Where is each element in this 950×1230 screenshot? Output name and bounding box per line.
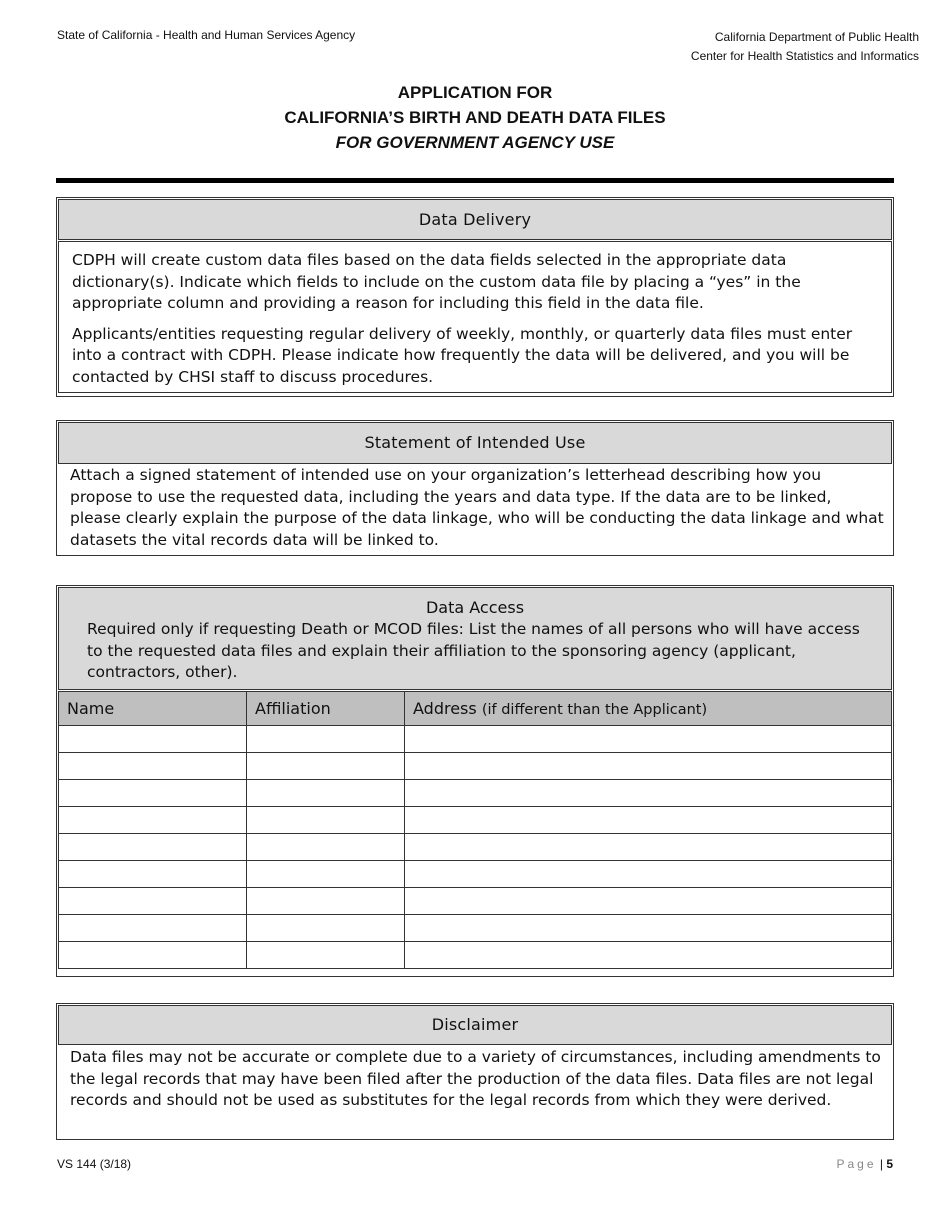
name-cell[interactable] xyxy=(59,726,247,753)
affiliation-cell[interactable] xyxy=(247,834,405,861)
name-cell[interactable] xyxy=(59,807,247,834)
table-row xyxy=(59,942,892,969)
affiliation-cell[interactable] xyxy=(247,807,405,834)
header-department xyxy=(691,28,919,66)
column-header-address-note: (if different than the Applicant) xyxy=(481,702,708,718)
disclaimer-section xyxy=(56,1003,894,1140)
table-row xyxy=(59,834,892,861)
affiliation-cell[interactable] xyxy=(247,753,405,780)
title-line2: CALIFORNIA’S BIRTH AND DEATH DATA FILES xyxy=(284,108,666,127)
name-cell[interactable] xyxy=(59,888,247,915)
intended-use-section xyxy=(56,420,894,556)
name-cell[interactable] xyxy=(59,942,247,969)
address-cell[interactable] xyxy=(405,780,892,807)
table-row xyxy=(59,915,892,942)
form-id: VS 144 (3/18) xyxy=(57,1157,132,1171)
document-title xyxy=(0,80,950,155)
address-cell[interactable] xyxy=(405,834,892,861)
address-cell[interactable] xyxy=(405,753,892,780)
table-row xyxy=(59,807,892,834)
title-divider xyxy=(56,178,894,183)
table-row xyxy=(59,726,892,753)
disclaimer-body: Data files may not be accurate or complete due to a variety of circumstances, including amendments to the legal records that may have been filed after the production of the data files. Data files are not legal records and should not be used as substitutes for the legal records from which they were derived. xyxy=(70,1048,881,1109)
data-access-heading: Data Access xyxy=(425,598,525,617)
title-line1: APPLICATION FOR xyxy=(397,83,553,102)
data-access-description: Required only if requesting Death or MCOD files: List the names of all persons who will have access to the requested data files and explain their affiliation to the sponsoring agency (applicant, contractors, other). xyxy=(87,620,860,681)
name-cell[interactable] xyxy=(59,834,247,861)
column-header-affiliation: Affiliation xyxy=(247,692,405,726)
address-cell[interactable] xyxy=(405,726,892,753)
name-cell[interactable] xyxy=(59,780,247,807)
data-delivery-section xyxy=(56,197,894,397)
column-header-address xyxy=(405,692,892,726)
header-agency: State of California - Health and Human Services Agency xyxy=(57,28,356,42)
table-row xyxy=(59,888,892,915)
affiliation-cell[interactable] xyxy=(247,861,405,888)
affiliation-cell[interactable] xyxy=(247,888,405,915)
table-row xyxy=(59,753,892,780)
address-cell[interactable] xyxy=(405,915,892,942)
header-department-line2: Center for Health Statistics and Informatics xyxy=(690,49,919,63)
table-row xyxy=(59,861,892,888)
page-indicator xyxy=(836,1157,893,1171)
address-cell[interactable] xyxy=(405,861,892,888)
affiliation-cell[interactable] xyxy=(247,915,405,942)
data-delivery-paragraph-2: Applicants/entities requesting regular delivery of weekly, monthly, or quarterly data files must enter into a contract with CDPH. Please indicate how frequently the data will be delivered, and you will be contacted by CHSI staff to discuss procedures. xyxy=(72,324,853,386)
data-delivery-body xyxy=(58,241,892,393)
data-access-header xyxy=(58,587,892,690)
affiliation-cell[interactable] xyxy=(247,726,405,753)
data-delivery-heading: Data Delivery xyxy=(58,199,892,240)
intended-use-heading: Statement of Intended Use xyxy=(58,422,892,464)
data-access-section xyxy=(56,585,894,977)
column-header-address-label: Address xyxy=(413,699,477,718)
affiliation-cell[interactable] xyxy=(247,780,405,807)
affiliation-cell[interactable] xyxy=(247,942,405,969)
column-header-name: Name xyxy=(59,692,247,726)
data-access-table xyxy=(58,691,892,969)
name-cell[interactable] xyxy=(59,915,247,942)
address-cell[interactable] xyxy=(405,807,892,834)
title-line3: FOR GOVERNMENT AGENCY USE xyxy=(335,133,615,152)
address-cell[interactable] xyxy=(405,942,892,969)
header-department-line1: California Department of Public Health xyxy=(714,30,919,44)
name-cell[interactable] xyxy=(59,861,247,888)
table-row xyxy=(59,780,892,807)
address-cell[interactable] xyxy=(405,888,892,915)
table-header-row xyxy=(59,692,892,726)
disclaimer-heading: Disclaimer xyxy=(58,1005,892,1045)
page-separator: | xyxy=(879,1157,883,1171)
page-number: 5 xyxy=(886,1157,893,1171)
page-label: Page xyxy=(836,1157,877,1171)
data-delivery-paragraph-1: CDPH will create custom data files based on the data fields selected in the appropriate data dictionary(s). Indicate which fields to include on the custom data file by placing a “yes” in the appropriate column and providing a reason for including this field in the data file. xyxy=(72,251,801,312)
intended-use-body: Attach a signed statement of intended use on your organization’s letterhead describing how you propose to use the requested data, including the years and data type. If the data are to be linked, please clearly explain the purpose of the data linkage, who will be conducting the data linkage and what datasets the vital records data will be linked to. xyxy=(70,466,884,549)
name-cell[interactable] xyxy=(59,753,247,780)
